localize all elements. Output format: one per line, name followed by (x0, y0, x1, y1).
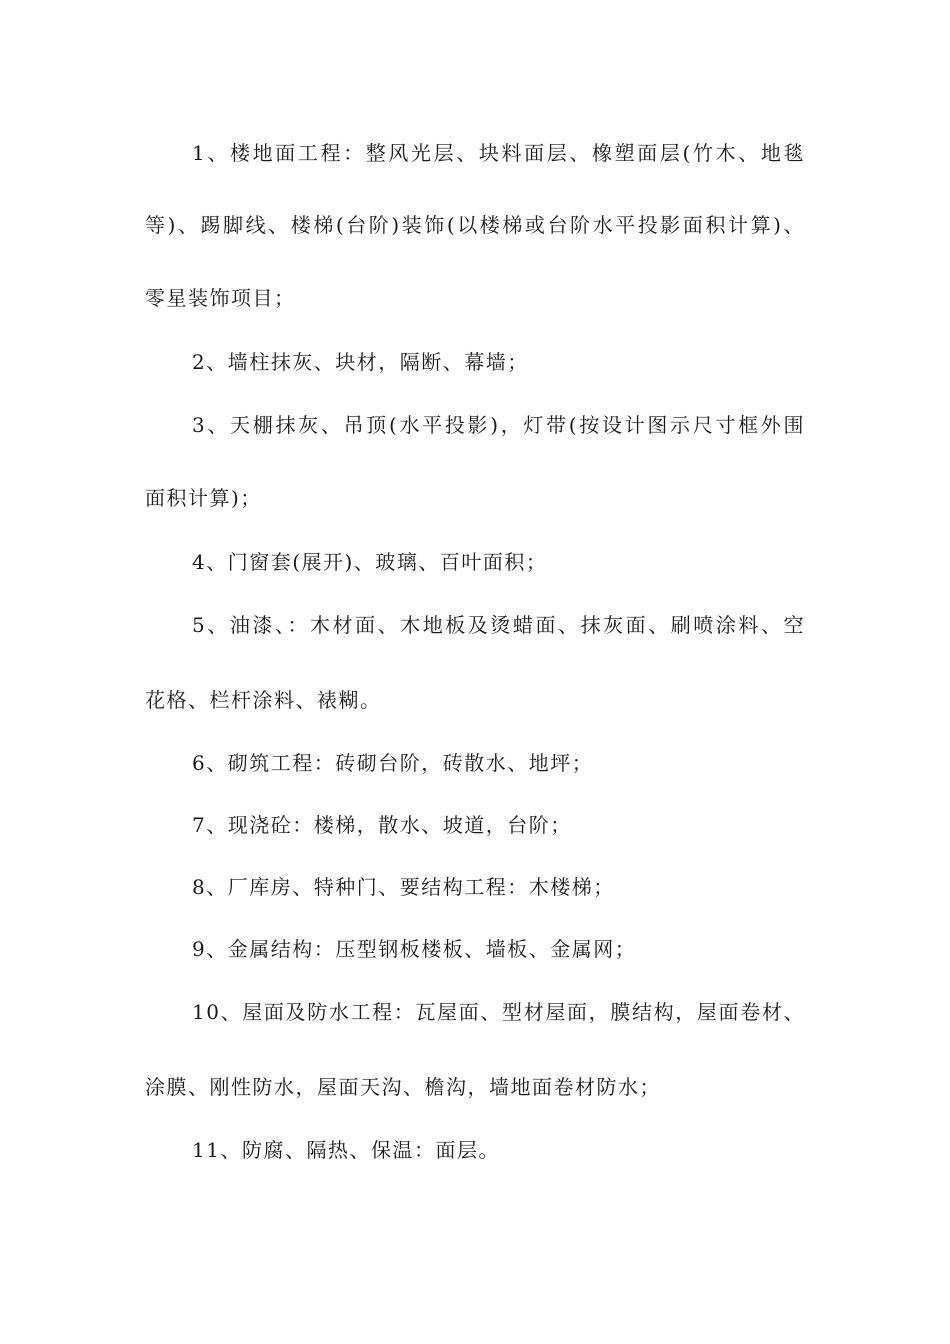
text-line: 零星装饰项目； (145, 286, 296, 310)
text-line: 3、天棚抹灰、吊顶(水平投影)，灯带(按设计图示尺寸框外围 (192, 413, 805, 437)
text-line: 涂膜、刚性防水，屋面天沟、檐沟，墙地面卷材防水； (145, 1075, 661, 1099)
text-line: 8、厂库房、特种门、要结构工程：木楼梯； (192, 875, 615, 899)
text-line: 等)、踢脚线、楼梯(台阶)装饰(以楼梯或台阶水平投影面积计算)、 (145, 213, 805, 237)
text-line: 1、楼地面工程：整风光层、块料面层、橡塑面层(竹木、地毯 (192, 141, 805, 165)
text-line: 2、墙柱抹灰、块材，隔断、幕墙； (192, 350, 529, 374)
text-line: 4、门窗套(展开)、玻璃、百叶面积； (192, 550, 548, 574)
text-line: 10、屋面及防水工程：瓦屋面、型材屋面，膜结构，屋面卷材、 (192, 1000, 805, 1024)
text-line: 面积计算)； (145, 486, 262, 510)
text-line: 5、油漆、：木材面、木地板及烫蜡面、抹灰面、刷喷涂料、空 (192, 613, 805, 637)
text-line: 花格、栏杆涂料、裱糊。 (145, 688, 382, 712)
text-line: 6、砌筑工程：砖砌台阶，砖散水、地坪； (192, 751, 594, 775)
text-line: 11、防腐、隔热、保温：面层。 (192, 1138, 500, 1162)
text-line: 7、现浇砼：楼梯，散水、坡道，台阶； (192, 813, 572, 837)
text-line: 9、金属结构：压型钢板楼板、墙板、金属网； (192, 937, 637, 961)
